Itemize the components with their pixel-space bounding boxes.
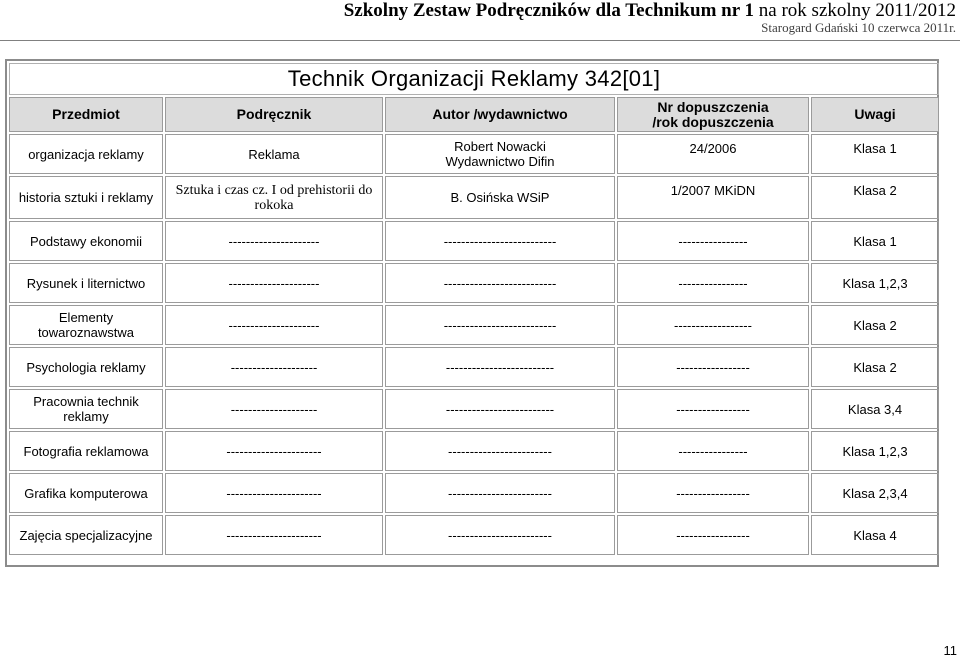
cell-notes: Klasa 3,4 (811, 389, 939, 429)
cell-textbook: ---------------------- (165, 473, 383, 513)
column-header-subject: Przedmiot (9, 97, 163, 132)
cell-notes: Klasa 1 (811, 221, 939, 261)
table-row (9, 431, 939, 471)
cell-notes: Klasa 2 (811, 347, 939, 387)
cell-approval: ----------------- (617, 389, 809, 429)
textbook-table (7, 61, 941, 557)
cell-approval: ---------------- (617, 263, 809, 303)
table-row (9, 347, 939, 387)
cell-subject: Psychologia reklamy (9, 347, 163, 387)
table-row (9, 515, 939, 555)
table-title: Technik Organizacji Reklamy 342[01] (9, 63, 939, 95)
cell-textbook-line2: rokoka (254, 197, 294, 213)
cell-author-line1: Robert Nowacki (454, 139, 546, 154)
cell-subject: Podstawy ekonomii (9, 221, 163, 261)
cell-author: ------------------------ (385, 431, 615, 471)
table-header-row (9, 97, 939, 132)
cell-textbook: -------------------- (165, 389, 383, 429)
column-header-notes: Uwagi (811, 97, 939, 132)
cell-author: ------------------------- (385, 347, 615, 387)
column-header-textbook: Podręcznik (165, 97, 383, 132)
cell-subject: Grafika komputerowa (9, 473, 163, 513)
header-divider (0, 40, 960, 41)
page-number: 11 (943, 643, 957, 658)
cell-textbook: --------------------- (165, 305, 383, 345)
cell-approval: ------------------ (617, 305, 809, 345)
cell-textbook: --------------------- (165, 263, 383, 303)
column-header-approval (617, 97, 809, 132)
cell-author: -------------------------- (385, 221, 615, 261)
cell-textbook: Reklama (165, 134, 383, 174)
cell-author-line2: Wydawnictwo Difin (445, 154, 555, 169)
cell-author: B. Osińska WSiP (385, 176, 615, 219)
table-row (9, 263, 939, 303)
cell-notes: Klasa 1 (811, 134, 939, 174)
cell-textbook (165, 176, 383, 219)
textbook-table-frame (5, 59, 939, 567)
document-title (344, 0, 956, 22)
place-date: Starogard Gdański 10 czerwca 2011r. (761, 20, 956, 35)
cell-textbook: ---------------------- (165, 515, 383, 555)
table-row (9, 389, 939, 429)
cell-approval: 24/2006 (617, 134, 809, 174)
cell-approval: ----------------- (617, 347, 809, 387)
table-row (9, 176, 939, 219)
cell-author: ------------------------- (385, 389, 615, 429)
cell-author: -------------------------- (385, 305, 615, 345)
column-header-approval-line1: Nr dopuszczenia (657, 98, 769, 115)
document-title-bold: Szkolny Zestaw Podręczników dla Technikum nr 1 (343, 0, 755, 21)
cell-approval: ---------------- (617, 221, 809, 261)
cell-subject: Zajęcia specjalizacyjne (9, 515, 163, 555)
cell-author: ------------------------ (385, 515, 615, 555)
table-row (9, 473, 939, 513)
table-title-row (9, 63, 939, 95)
cell-textbook-line1: Sztuka i czas cz. I od prehistorii do (175, 182, 373, 198)
cell-approval: ----------------- (617, 515, 809, 555)
cell-textbook: -------------------- (165, 347, 383, 387)
document-header (0, 0, 960, 46)
cell-notes: Klasa 1,2,3 (811, 431, 939, 471)
cell-author: -------------------------- (385, 263, 615, 303)
table-row (9, 134, 939, 174)
cell-notes: Klasa 2,3,4 (811, 473, 939, 513)
cell-approval: 1/2007 MKiDN (617, 176, 809, 219)
cell-subject: organizacja reklamy (9, 134, 163, 174)
cell-approval: ----------------- (617, 473, 809, 513)
cell-notes: Klasa 2 (811, 305, 939, 345)
cell-subject: Fotografia reklamowa (9, 431, 163, 471)
cell-author (385, 134, 615, 174)
cell-subject: Pracownia technik reklamy (9, 389, 163, 429)
column-header-author: Autor /wydawnictwo (385, 97, 615, 132)
cell-approval: ---------------- (617, 431, 809, 471)
table-row (9, 305, 939, 345)
cell-notes: Klasa 4 (811, 515, 939, 555)
cell-author: ------------------------ (385, 473, 615, 513)
cell-notes: Klasa 2 (811, 176, 939, 219)
cell-textbook: --------------------- (165, 221, 383, 261)
cell-subject: historia sztuki i reklamy (9, 176, 163, 219)
document-title-year: na rok szkolny 2011/2012 (754, 0, 956, 21)
table-row (9, 221, 939, 261)
cell-subject: Rysunek i liternictwo (9, 263, 163, 303)
cell-subject: Elementy towaroznawstwa (9, 305, 163, 345)
column-header-approval-line2: /rok dopuszczenia (652, 113, 774, 130)
cell-notes: Klasa 1,2,3 (811, 263, 939, 303)
cell-textbook: ---------------------- (165, 431, 383, 471)
